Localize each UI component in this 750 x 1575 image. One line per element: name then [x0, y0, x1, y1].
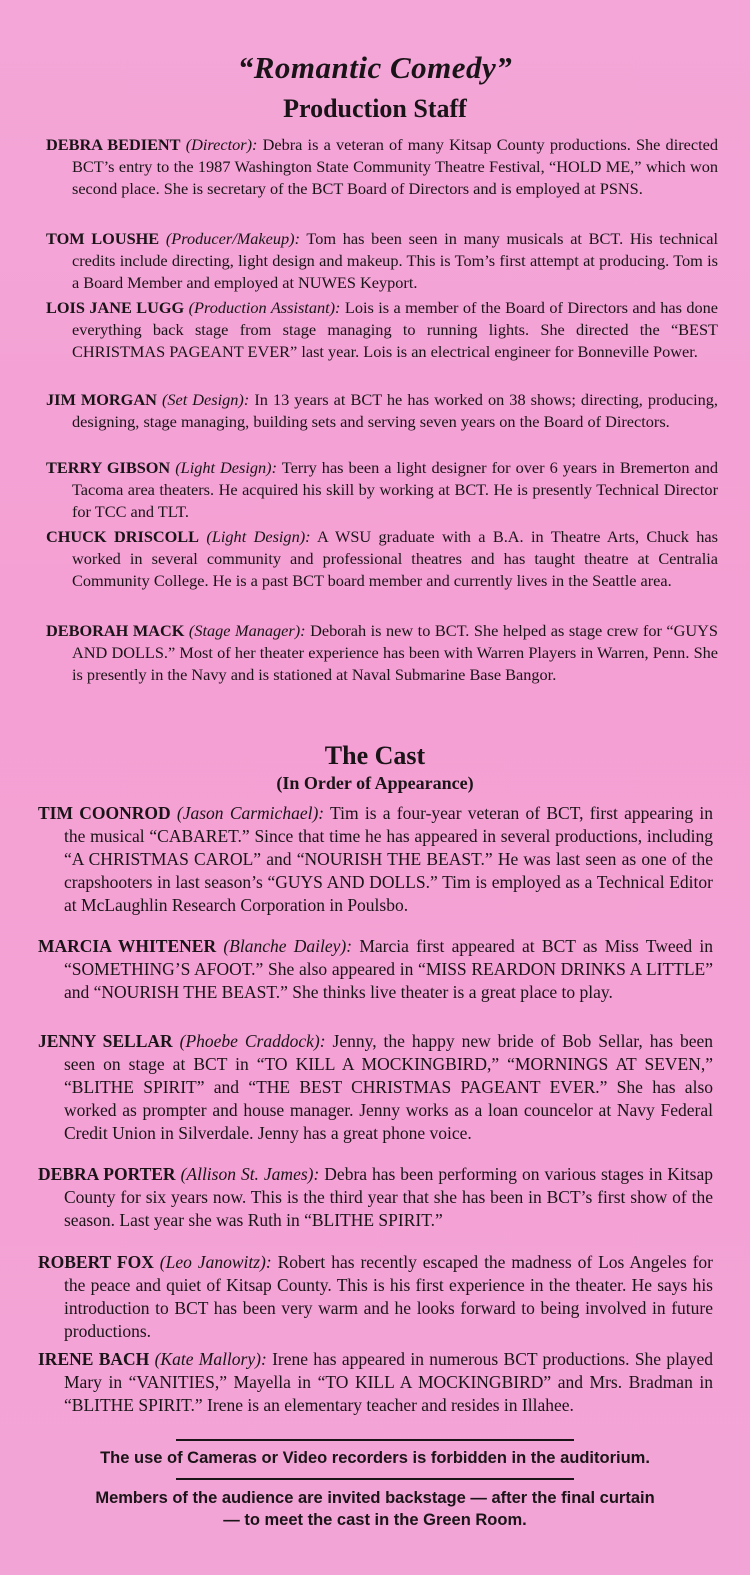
staff-name: CHUCK DRISCOLL — [46, 527, 200, 546]
show-title: “Romantic Comedy” — [237, 50, 513, 85]
cast-bio: Robert has recently escaped the madness of Los Angeles for the peace and quiet of Kitsap County. This is his first experience in the theater. He says his introduction to BCT has been very warm and he looks forward to being involved in future productions. — [64, 1252, 714, 1341]
staff-role: (Producer/Makeup): — [165, 229, 301, 248]
staff-role: (Set Design): — [161, 390, 250, 409]
cast-entry — [38, 1251, 713, 1343]
cast-name: DEBRA PORTER — [38, 1164, 176, 1184]
cast-entry — [38, 1163, 713, 1232]
staff-role: (Stage Manager): — [188, 621, 306, 640]
backstage-notice-line-2: — to meet the cast in the Green Room. — [223, 1511, 527, 1529]
staff-name: LOIS JANE LUGG — [46, 298, 185, 317]
staff-entry — [46, 620, 718, 686]
cast-bio: Tim is a four-year veteran of BCT, first appearing in the musical “CABARET.” Since that time he has appeared in several productions, including “A CHRISTMAS CAROL” and “NOURISH THE BEAST.” He was last seen as one of the crapshooters in last season’s “GUYS AND DOLLS.” Tim is employed as a Technical Editor at McLaughlin Research Corporation in Poulsbo. — [64, 803, 714, 915]
staff-bio: Tom has been seen in many musicals at BCT. His technical credits include directing, light design and makeup. This is Tom’s first attempt at producing. Tom is a Board Member and employed at NUWES Keyport. — [72, 229, 718, 292]
cast-heading: The Cast — [324, 741, 426, 770]
staff-bio: In 13 years at BCT he has worked on 38 shows; directing, producing, designing, stage managing, building sets and serving seven years on the Board of Directors. — [72, 390, 718, 431]
staff-name: TERRY GIBSON — [46, 458, 171, 477]
staff-role: (Director): — [185, 135, 258, 154]
cast-name: MARCIA WHITENER — [38, 936, 217, 956]
cast-bio: Irene has appeared in numerous BCT productions. She played Mary in “VANITIES,” Mayella in “TO KILL A MOCKINGBIRD” and Mrs. Bradman in “BLITHE SPIRIT.” Irene is an elementary teacher and resides in Illahee. — [64, 1349, 713, 1415]
staff-entry — [46, 134, 718, 200]
camera-notice: The use of Cameras or Video recorders is forbidden in the auditorium. — [100, 1449, 650, 1467]
staff-role: (Light Design): — [175, 458, 278, 477]
staff-bio: Debra is a veteran of many Kitsap County productions. She directed BCT’s entry to the 1987 Washington State Community Theatre Festival, “HOLD ME,” which won second place. She is secretary of the BCT Board of Directors and is employed at PSNS. — [72, 135, 718, 198]
staff-name: DEBRA BEDIENT — [46, 135, 181, 154]
staff-name: TOM LOUSHE — [46, 229, 160, 248]
cast-subheading: (In Order of Appearance) — [276, 773, 474, 793]
cast-name: JENNY SELLAR — [38, 1031, 173, 1051]
cast-bio: Marcia first appeared at BCT as Miss Tweed in “SOMETHING’S AFOOT.” She also appeared in “MISS REARDON DRINKS A LITTLE” and “NOURISH THE BEAST.” She thinks live theater is a great place to play. — [64, 936, 713, 1002]
cast-name: IRENE BACH — [38, 1349, 150, 1369]
cast-entry — [38, 935, 713, 1004]
backstage-notice-line-1: Members of the audience are invited backstage — after the final curtain — [95, 1489, 655, 1507]
cast-bio: Jenny, the happy new bride of Bob Sellar, has been seen on stage at BCT in “TO KILL A MOCKINGBIRD,” “MORNINGS AT SEVEN,” “BLITHE SPIRIT” and “THE BEST CHRISTMAS PAGEANT EVER.” She has also worked as prompter and house manager. Jenny works as a loan councelor at Navy Federal Credit Union in Silverdale. Jenny has a great phone voice. — [64, 1031, 714, 1143]
cast-role: (Leo Janowitz): — [159, 1252, 272, 1272]
staff-entry — [46, 457, 718, 523]
staff-bio: Terry has been a light designer for over 6 years in Bremerton and Tacoma area theaters. He acquired his skill by working at BCT. He is presently Technical Director for TCC and TLT. — [72, 458, 718, 521]
production-staff-heading: Production Staff — [283, 94, 467, 123]
cast-role: (Blanche Dailey): — [223, 936, 353, 956]
staff-bio: Lois is a member of the Board of Directors and has done everything back stage from stage managing to running lights. She directed the “BEST CHRISTMAS PAGEANT EVER” last year. Lois is an electrical engineer for Bonneville Power. — [72, 298, 718, 361]
cast-entry — [38, 1030, 713, 1145]
cast-role: (Allison St. James): — [180, 1164, 320, 1184]
cast-role: (Kate Mallory): — [154, 1349, 267, 1369]
cast-name: TIM COONROD — [38, 803, 171, 823]
staff-entry — [46, 526, 718, 592]
divider-rule — [176, 1439, 574, 1441]
cast-bio: Debra has been performing on various stages in Kitsap County for six years now. This is the third year that she has been in BCT’s first show of the season. Last year she was Ruth in “BLITHE SPIRIT.” — [64, 1164, 713, 1230]
divider-rule — [176, 1478, 574, 1480]
staff-entry — [46, 389, 718, 433]
staff-name: DEBORAH MACK — [46, 621, 185, 640]
cast-entry — [38, 1348, 713, 1417]
staff-entry — [46, 228, 718, 294]
cast-entry — [38, 802, 713, 917]
staff-bio: Deborah is new to BCT. She helped as stage crew for “GUYS AND DOLLS.” Most of her theater experience has been with Warren Players in Warren, Penn. She is presently in the Navy and is stationed at Naval Submarine Base Bangor. — [72, 621, 718, 684]
staff-role: (Light Design): — [206, 527, 311, 546]
cast-role: (Phoebe Craddock): — [179, 1031, 326, 1051]
staff-entry — [46, 297, 718, 363]
cast-role: (Jason Carmichael): — [176, 803, 325, 823]
cast-name: ROBERT FOX — [38, 1252, 154, 1272]
staff-bio: A WSU graduate with a B.A. in Theatre Arts, Chuck has worked in several community and professional theatres and has taught theatre at Centralia Community College. He is a past BCT board member and currently lives in the Seattle area. — [72, 527, 718, 590]
staff-name: JIM MORGAN — [46, 390, 157, 409]
staff-role: (Production Assistant): — [188, 298, 341, 317]
